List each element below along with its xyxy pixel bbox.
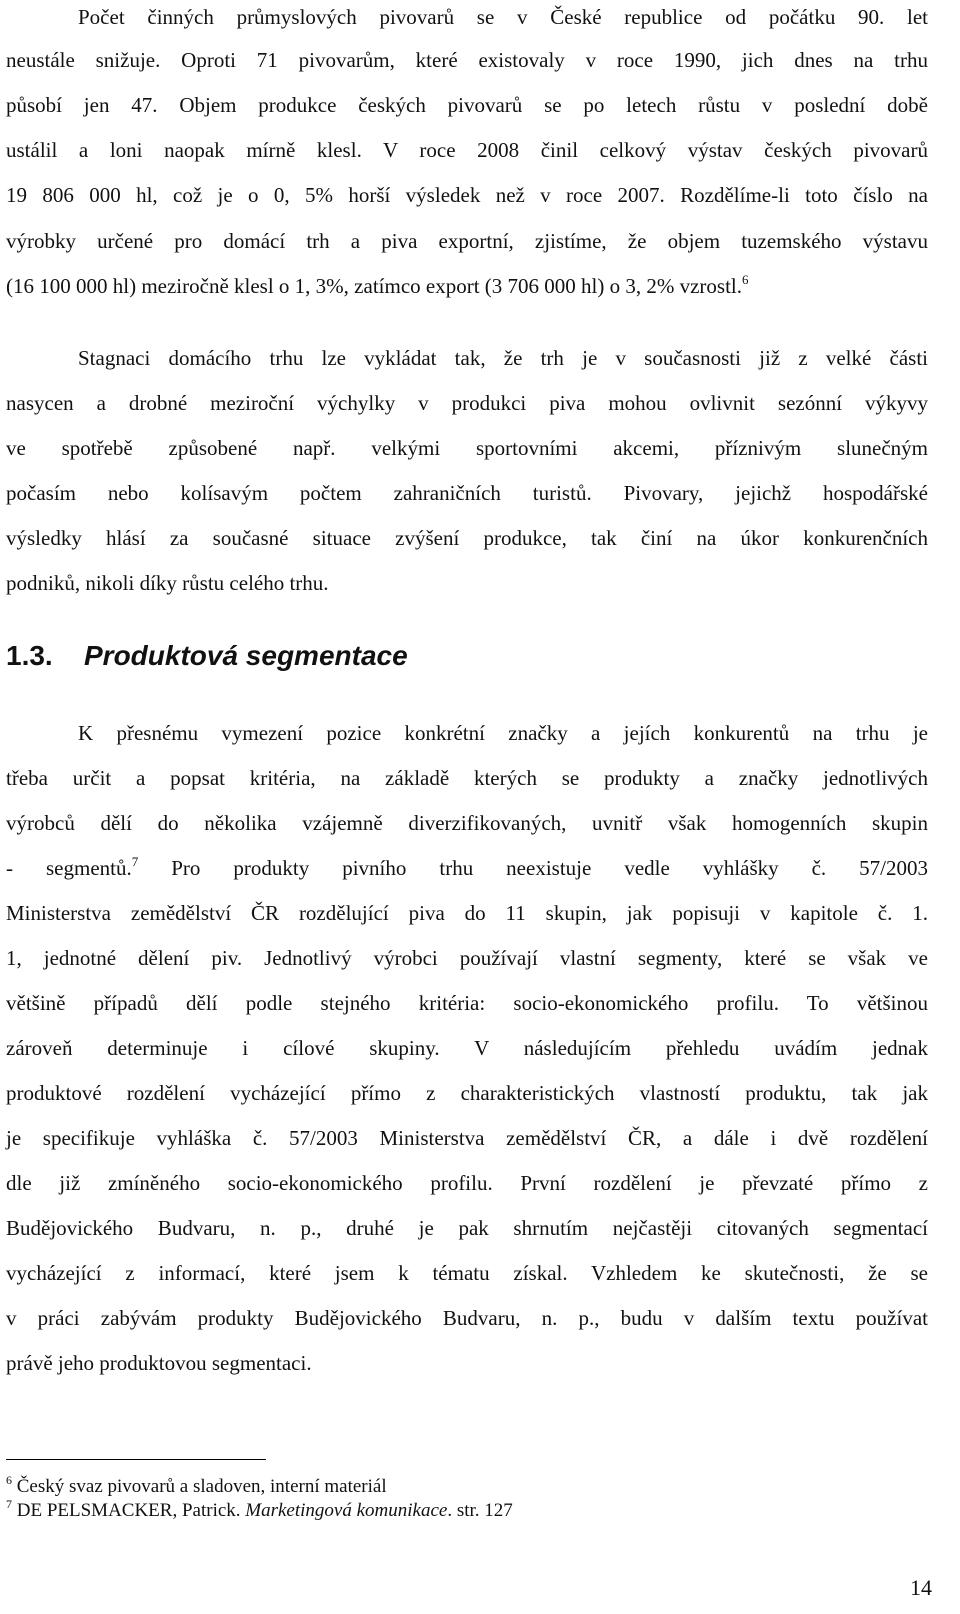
text-line: K přesnému vymezení pozice konkrétní značky a jejích konkurentů na trhu je	[78, 721, 928, 745]
text-line: je specifikuje vyhláška č. 57/2003 Ministerstva zemědělství ČR, a dále i dvě rozdělení	[6, 1126, 928, 1150]
text-line: výrobců dělí do několika vzájemně diverzifikovaných, uvnitř však homogenních skupin	[6, 811, 928, 835]
text-line: 19 806 000 hl, což je o 0, 5% horší výsledek než v roce 2007. Rozdělíme-li toto číslo na	[6, 183, 928, 207]
footnote-ref-7[interactable]: 7	[131, 854, 139, 869]
text-line: výsledky hlásí za současné situace zvýšení produkce, tak činí na úkor konkurenčních	[6, 526, 928, 550]
section-title: Produktová segmentace	[84, 640, 408, 671]
text-line: produktové rozdělení vycházející přímo z charakteristických vlastností produktu, tak jak	[6, 1081, 928, 1105]
footnote-number: 7	[6, 1497, 12, 1511]
footnote-text: . str. 127	[447, 1500, 513, 1521]
section-heading	[6, 638, 408, 674]
text-line: Ministerstva zemědělství ČR rozdělující piva do 11 skupin, jak popisuji v kapitole č. 1.	[6, 901, 928, 925]
text-line: většině případů dělí podle stejného kritéria: socio-ekonomického profilu. To většinou	[6, 991, 928, 1015]
text-line: vycházející z informací, které jsem k tématu získal. Vzhledem ke skutečnosti, že se	[6, 1261, 928, 1285]
text-line	[6, 853, 928, 883]
text-line: v práci zabývám produkty Budějovického Budvaru, n. p., budu v dalším textu používat	[6, 1306, 928, 1330]
text-line: neustále snižuje. Oproti 71 pivovarům, které existovaly v roce 1990, jich dnes na trhu	[6, 48, 928, 72]
text-span: Pro produkty pivního trhu neexistuje vedle vyhlášky č. 57/2003	[171, 856, 928, 880]
text-span: - segmentů.	[6, 856, 132, 880]
section-number: 1.3.	[6, 640, 53, 671]
text-line: 1, jednotné dělení piv. Jednotlivý výrobci používají vlastní segmenty, které se však ve	[6, 946, 928, 970]
text-line: působí jen 47. Objem produkce českých pivovarů se po letech růstu v poslední době	[6, 93, 928, 117]
text-line: výrobky určené pro domácí trh a piva exportní, zjistíme, že objem tuzemského výstavu	[6, 229, 928, 253]
text-line: počasím nebo kolísavým počtem zahraničních turistů. Pivovary, jejichž hospodářské	[6, 481, 928, 505]
text-span: (16 100 000 hl) meziročně klesl o 1, 3%, zatímco export (3 706 000 hl) o 3, 2% vzrostl.	[6, 274, 743, 298]
text-line-last: podniků, nikoli díky růstu celého trhu.	[6, 571, 329, 595]
text-line-last: právě jeho produktovou segmentaci.	[6, 1351, 312, 1375]
footnote-separator	[6, 1459, 266, 1460]
text-line: zároveň determinuje i cílové skupiny. V následujícím přehledu uvádím jednak	[6, 1036, 928, 1060]
footnote-number: 6	[6, 1473, 12, 1487]
text-line: ve spotřebě způsobené např. velkými sportovními akcemi, příznivým slunečným	[6, 436, 928, 460]
text-line: třeba určit a popsat kritéria, na základě kterých se produkty a značky jednotlivých	[6, 766, 928, 790]
text-line: Budějovického Budvaru, n. p., druhé je pak shrnutím nejčastěji citovaných segmentací	[6, 1216, 928, 1240]
footnote-7	[6, 1499, 513, 1523]
text-line: dle již zmíněného socio-ekonomického profilu. První rozdělení je převzaté přímo z	[6, 1171, 928, 1195]
text-line-last	[6, 271, 928, 301]
text-line: nasycen a drobné meziroční výchylky v produkci piva mohou ovlivnit sezónní výkyvy	[6, 391, 928, 415]
footnote-text: DE PELSMACKER, Patrick.	[16, 1500, 246, 1521]
footnote-6	[6, 1475, 387, 1499]
footnote-text: Český svaz pivovarů a sladoven, interní materiál	[16, 1476, 387, 1497]
text-line: Stagnaci domácího trhu lze vykládat tak, že trh je v současnosti již z velké části	[78, 346, 928, 370]
footnote-title: Marketingová komunikace	[245, 1500, 448, 1521]
text-line: ustálil a loni naopak mírně klesl. V roce 2008 činil celkový výstav českých pivovarů	[6, 138, 928, 162]
page-number: 14	[910, 1575, 932, 1600]
footnote-ref-6[interactable]: 6	[742, 272, 749, 287]
text-line: Počet činných průmyslových pivovarů se v České republice od počátku 90. let	[78, 5, 928, 29]
